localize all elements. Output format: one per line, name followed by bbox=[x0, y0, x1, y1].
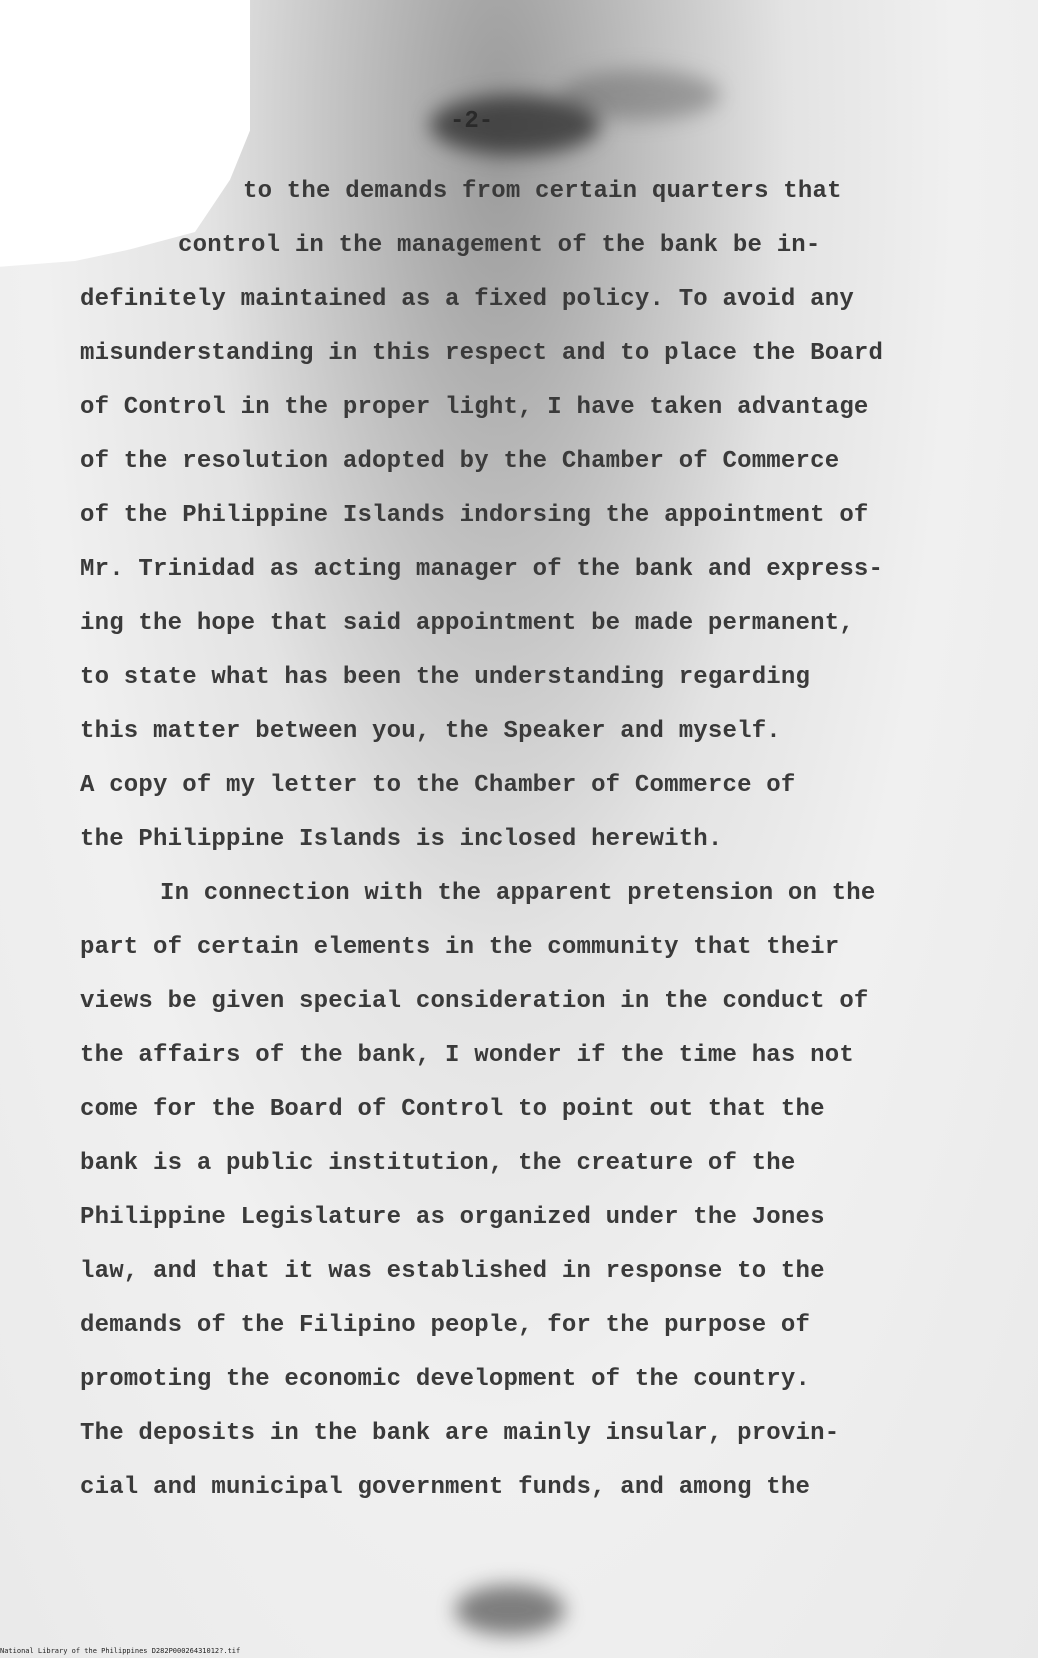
text-line: demands of the Filipino people, for the purpose of bbox=[80, 1312, 811, 1339]
scan-caption: National Library of the Philippines D282P00026431012?.tif bbox=[0, 1647, 241, 1655]
text-line: of the Philippine Islands indorsing the appointment of bbox=[80, 502, 869, 529]
text-line: come for the Board of Control to point out that the bbox=[80, 1096, 825, 1123]
text-line: to the demands from certain quarters that bbox=[243, 178, 842, 205]
text-line: the Philippine Islands is inclosed herewith. bbox=[80, 826, 723, 853]
page-number: -2- bbox=[450, 108, 494, 135]
text-line: In connection with the apparent pretension on the bbox=[160, 880, 876, 907]
text-line: the affairs of the bank, I wonder if the time has not bbox=[80, 1042, 854, 1069]
text-line: bank is a public institution, the creature of the bbox=[80, 1150, 796, 1177]
text-line: law, and that it was established in response to the bbox=[80, 1258, 825, 1285]
text-line: Philippine Legislature as organized under the Jones bbox=[80, 1204, 825, 1231]
text-line: promoting the economic development of the country. bbox=[80, 1366, 811, 1393]
text-line: part of certain elements in the community that their bbox=[80, 934, 840, 961]
text-line: of Control in the proper light, I have taken advantage bbox=[80, 394, 869, 421]
text-line: definitely maintained as a fixed policy. To avoid any bbox=[80, 286, 854, 313]
text-line: Mr. Trinidad as acting manager of the bank and express- bbox=[80, 556, 884, 583]
text-line: The deposits in the bank are mainly insular, provin- bbox=[80, 1420, 840, 1447]
text-line: misunderstanding in this respect and to place the Board bbox=[80, 340, 884, 367]
text-line: A copy of my letter to the Chamber of Commerce of bbox=[80, 772, 796, 799]
stain bbox=[455, 1585, 565, 1635]
text-line: of the resolution adopted by the Chamber of Commerce bbox=[80, 448, 840, 475]
text-line: views be given special consideration in the conduct of bbox=[80, 988, 869, 1015]
text-line: cial and municipal government funds, and among the bbox=[80, 1474, 811, 1501]
text-line: to state what has been the understanding regarding bbox=[80, 664, 811, 691]
text-line: ing the hope that said appointment be made permanent, bbox=[80, 610, 854, 637]
text-line: control in the management of the bank be in- bbox=[178, 232, 821, 259]
text-line: this matter between you, the Speaker and myself. bbox=[80, 718, 781, 745]
